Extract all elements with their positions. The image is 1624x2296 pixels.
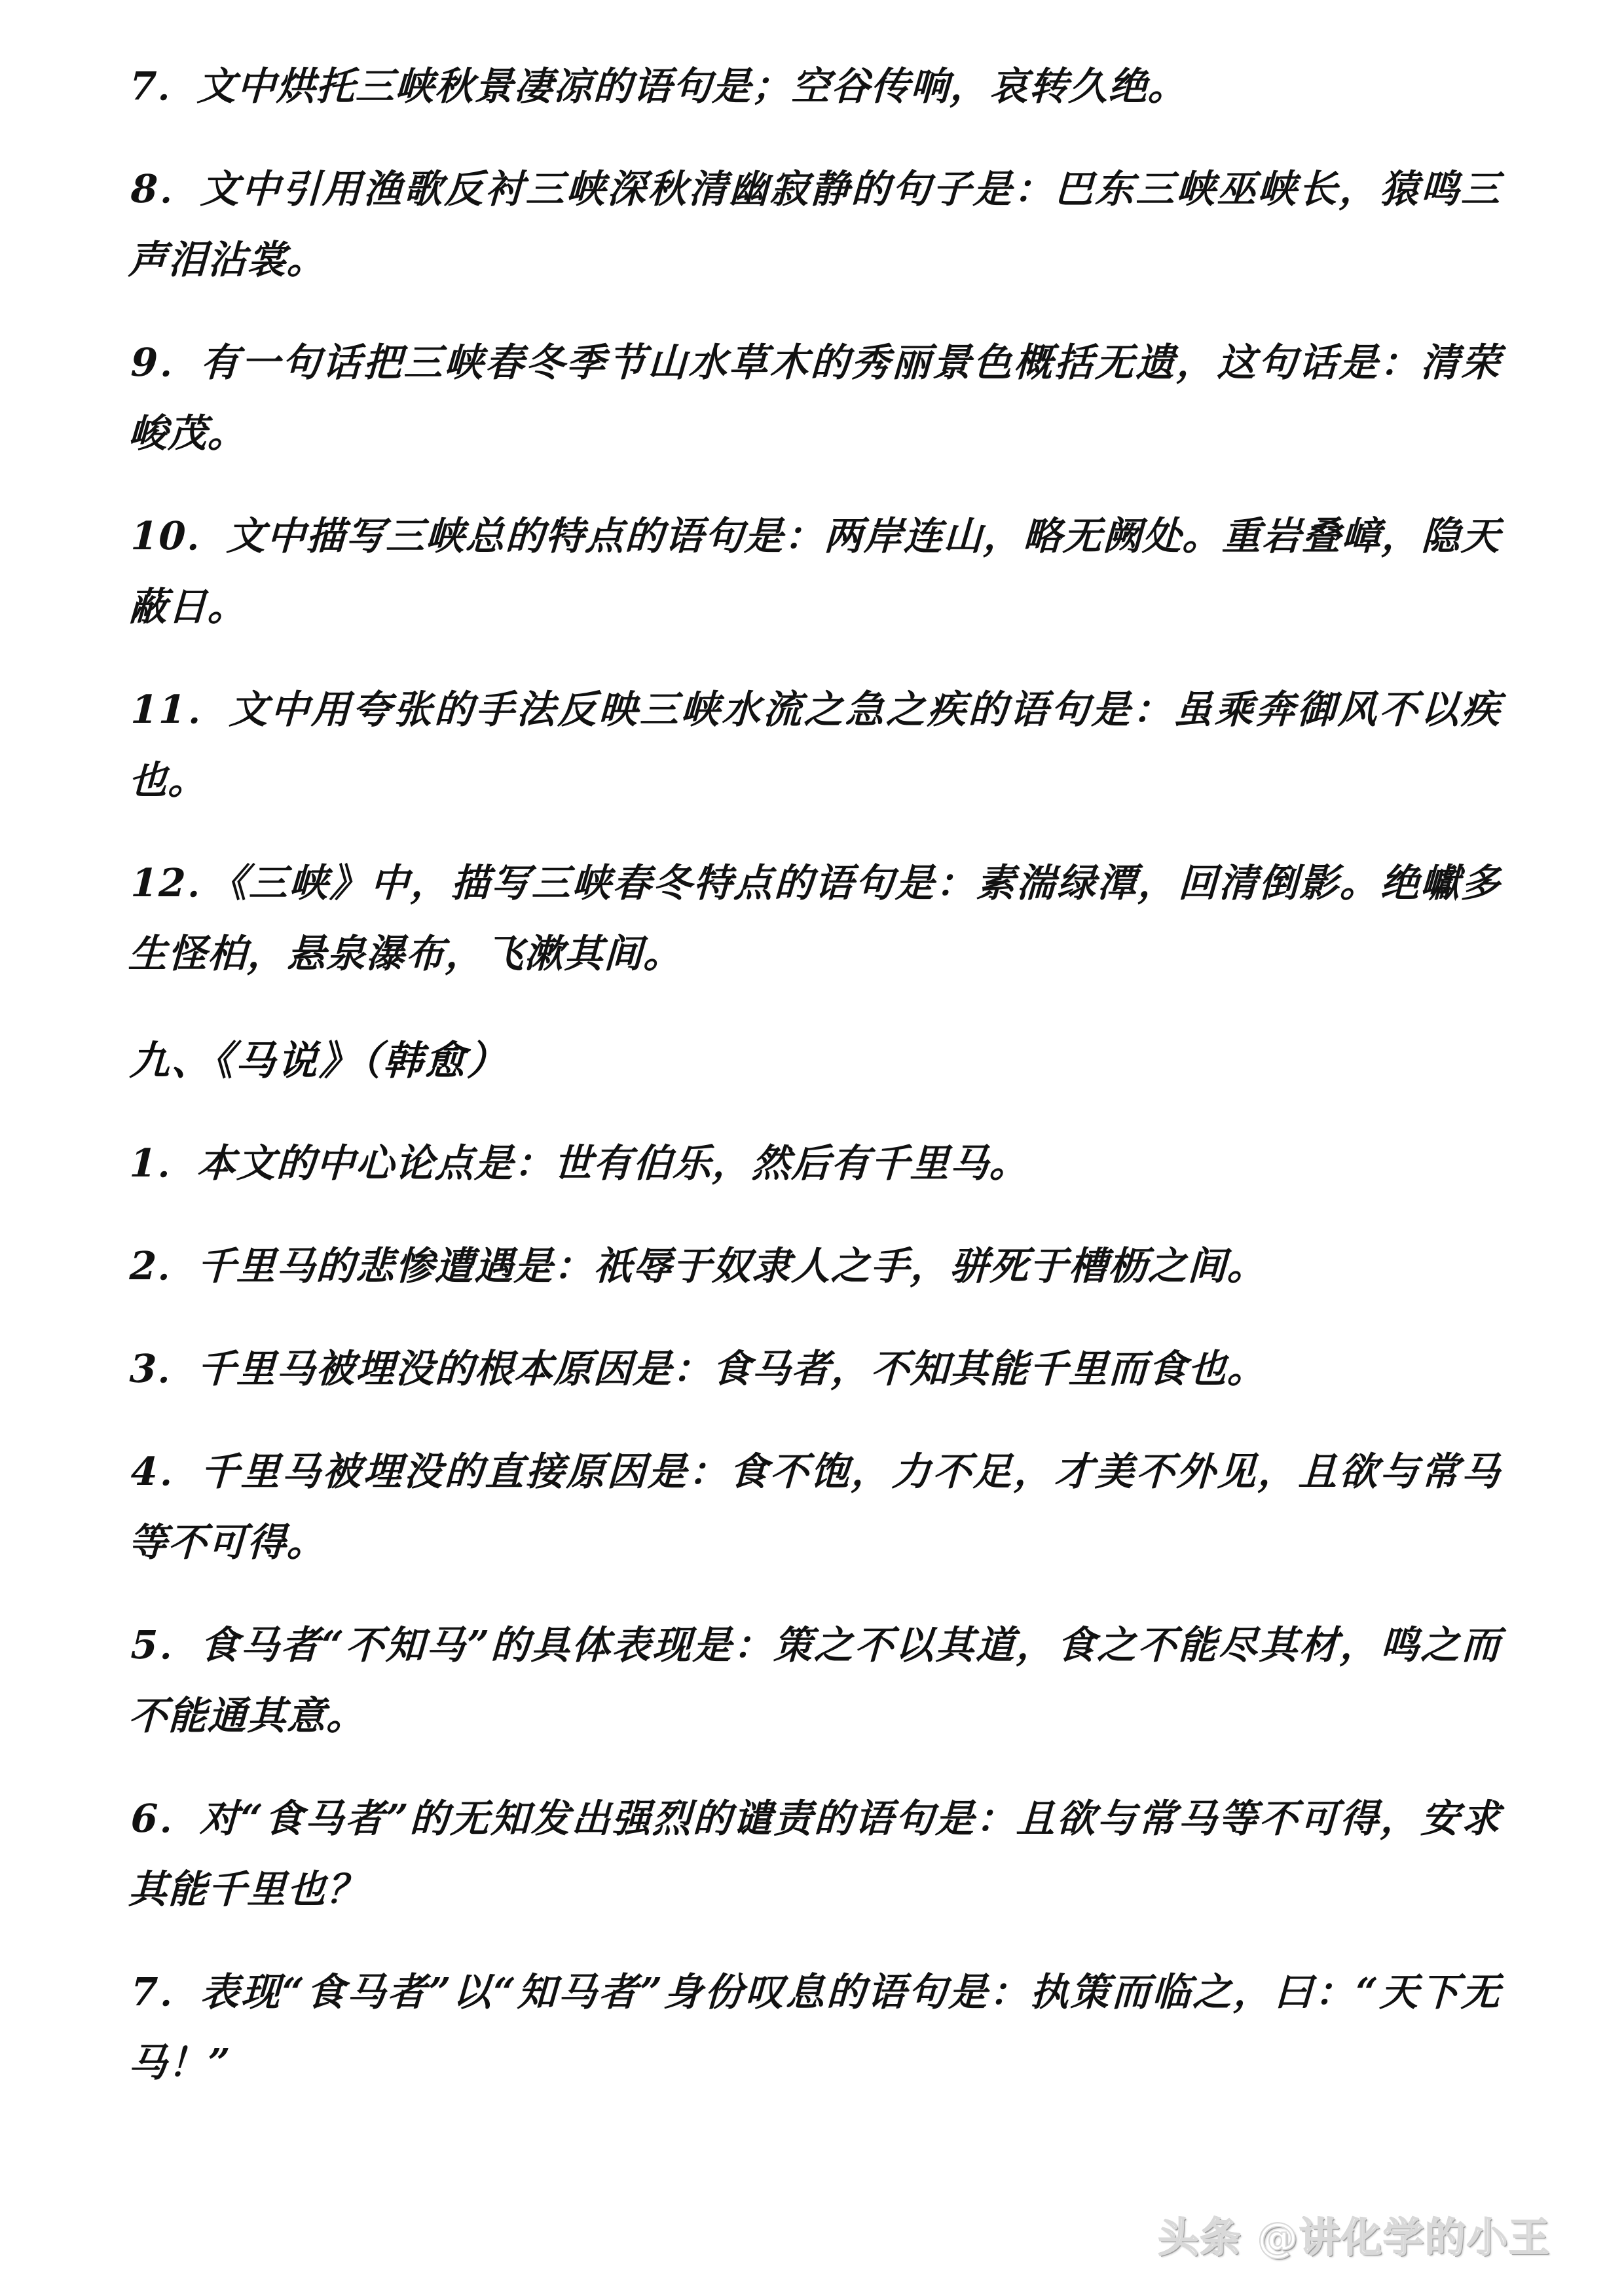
paragraph-mashuo-4: 4．千里马被埋没的直接原因是：食不饱，力不足，才美不外见，且欲与常马等不可得。 [127, 1449, 1502, 1565]
paragraph-sanxia-7: 7．文中烘托三峡秋景凄凉的语句是；空谷传响，哀转久绝。 [128, 64, 1189, 109]
paragraph-mashuo-2: 2．千里马的悲惨遭遇是：祇辱于奴隶人之手，骈死于槽枥之间。 [128, 1243, 1268, 1288]
paragraph-mashuo-1: 1．本文的中心论点是：世有伯乐，然后有千里马。 [128, 1140, 1030, 1186]
paragraph-sanxia-10: 10．文中描写三峡总的特点的语句是：两岸连山，略无阙处。重岩叠嶂，隐天蔽日。 [127, 513, 1502, 629]
paragraph-sanxia-8: 8．文中引用渔歌反衬三峡深秋清幽寂静的句子是：巴东三峡巫峡长，猿鸣三声泪沾裳。 [127, 166, 1502, 282]
paragraph-mashuo-3: 3．千里马被埋没的根本原因是：食马者，不知其能千里而食也。 [128, 1346, 1268, 1391]
paragraph-mashuo-7: 7．表现“食马者”以“知马者”身份叹息的语句是：执策而临之，曰：“天下无马！” [127, 1969, 1502, 2085]
paragraph-sanxia-11: 11．文中用夸张的手法反映三峡水流之急之疾的语句是：虽乘奔御风不以疾也。 [127, 687, 1502, 803]
paragraph-mashuo-6: 6．对“食马者”的无知发出强烈的谴责的语句是：且欲与常马等不可得，安求其能千里也？ [127, 1796, 1502, 1912]
watermark-text: 头条 @讲化学的小王 [1158, 2214, 1551, 2261]
section-heading-mashuo: 九、《马说》（韩愈） [128, 1038, 510, 1084]
document-body [127, 51, 1502, 2130]
paragraph-sanxia-12: 12．《三峡》中，描写三峡春冬特点的语句是：素湍绿潭，回清倒影。绝巘多生怪柏，悬泉瀑布，飞漱其间。 [127, 860, 1502, 976]
paragraph-mashuo-5: 5．食马者“不知马”的具体表现是：策之不以其道，食之不能尽其材，鸣之而不能通其意。 [127, 1622, 1502, 1738]
paragraph-sanxia-9: 9．有一句话把三峡春冬季节山水草木的秀丽景色概括无遗，这句话是：清荣峻茂。 [127, 340, 1502, 456]
